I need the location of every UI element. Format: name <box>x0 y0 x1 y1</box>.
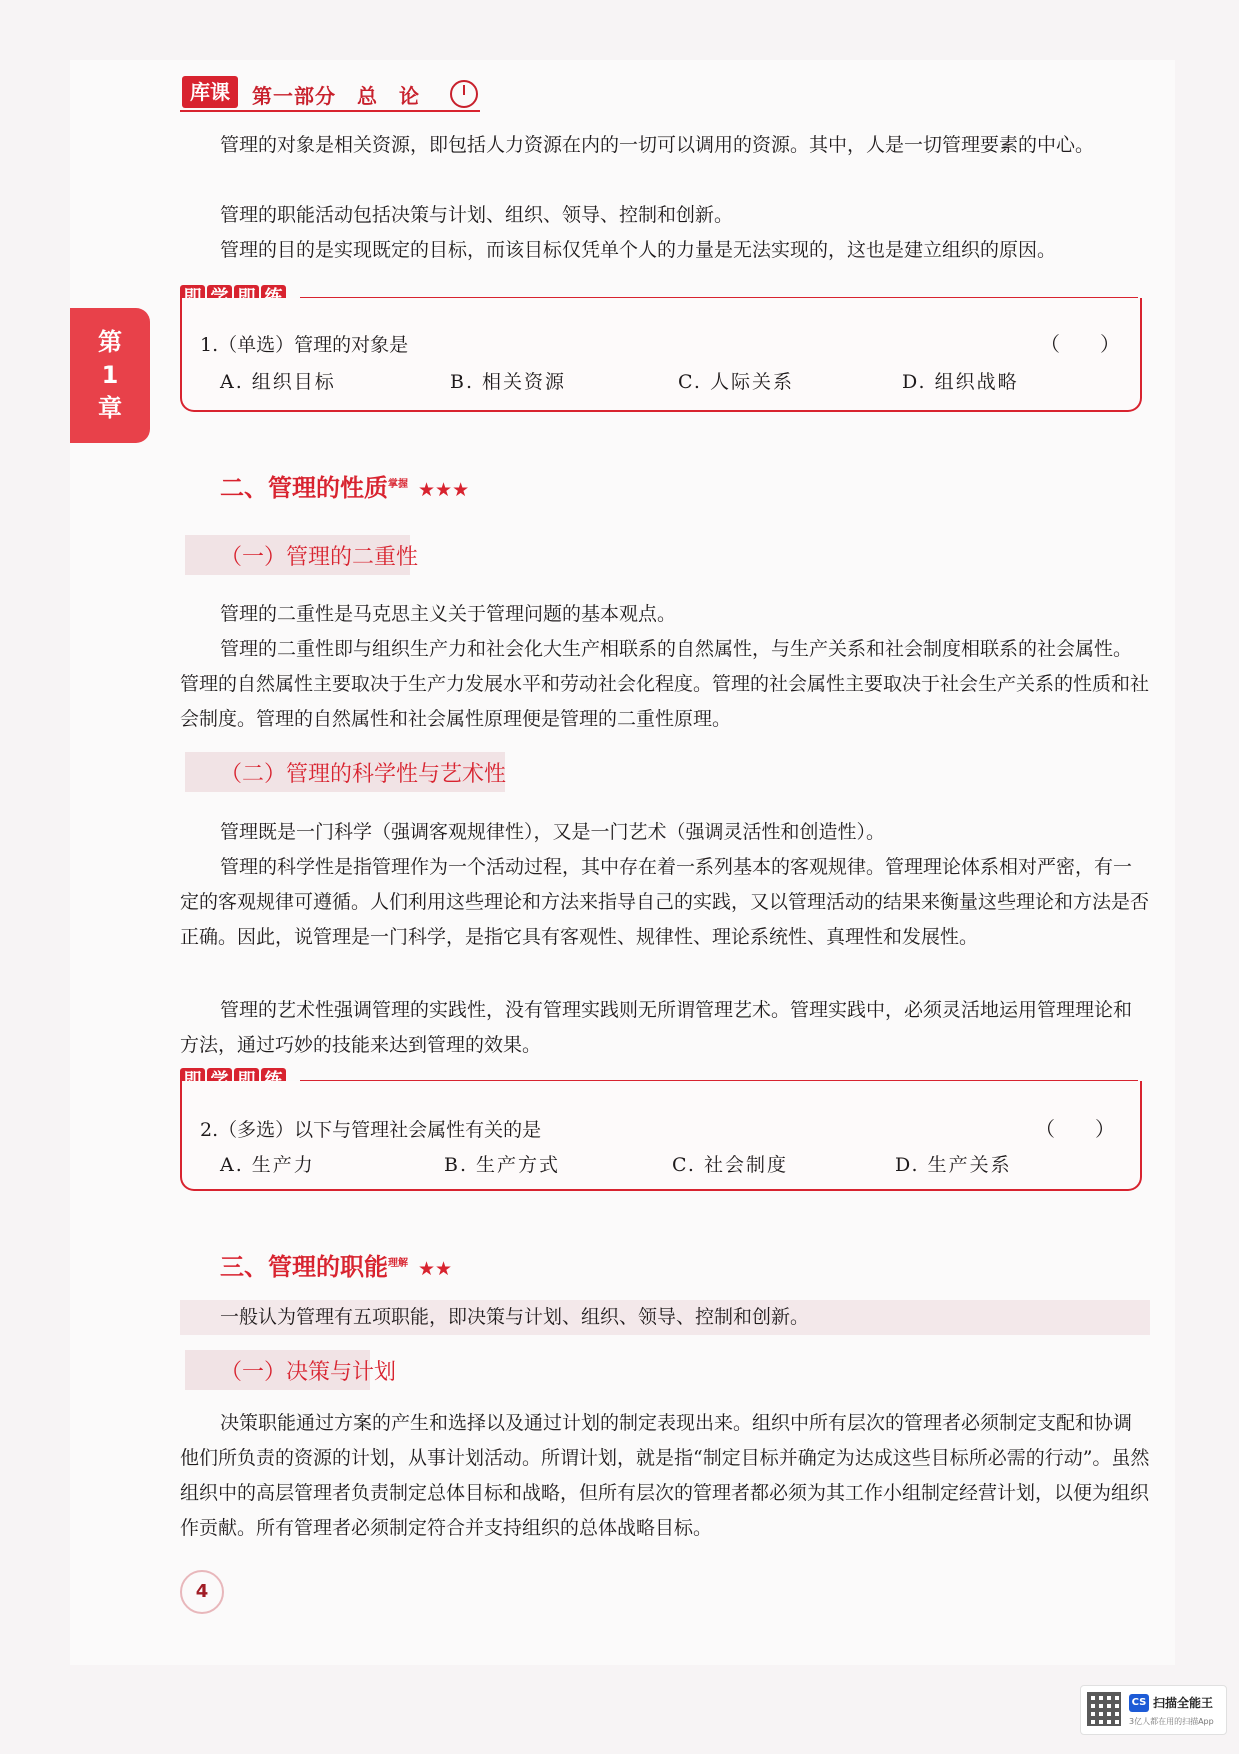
sub3-paragraph: 决策职能通过方案的产生和选择以及通过计划的制定表现出来。组织中所有层次的管理者必须制定支配和协调他们所负责的资源的计划，从事计划活动。所谓计划，就是指“制定目标并确定为达成这些目标所必需的行动”。虽然组织中的高层管理者负责制定总体目标和战略，但所有层次的管理者都必须为其工作小组制定经营计划，以便为组织作贡献。所有管理者必须制定符合并支持组织的总体战略目标。 <box>180 1412 1150 1539</box>
page-number: 4 <box>180 1570 224 1614</box>
chapter-tab <box>70 308 150 443</box>
intro-paragraph-2: 管理的职能活动包括决策与计划、组织、领导、控制和创新。 <box>220 204 734 226</box>
chapter-tab-line2: 1 <box>101 361 119 389</box>
section3-heading <box>220 1247 452 1282</box>
scanner-title: 扫描全能王 <box>1153 1696 1214 1710</box>
part-title: 第一部分 总 论 <box>252 84 420 108</box>
practice1-option-a: A. 组织目标 <box>220 371 336 393</box>
sub1-paragraph-2: 管理的二重性即与组织生产力和社会化大生产相联系的自然属性，与生产关系和社会制度相联系的社会属性。管理的自然属性主要取决于生产力发展水平和劳动社会化程度。管理的社会属性主要取决于社会生产关系的性质和社会制度。管理的自然属性和社会属性原理便是管理的二重性原理。 <box>180 638 1150 730</box>
sub1-paragraph-1: 管理的二重性是马克思主义关于管理问题的基本观点。 <box>220 603 677 625</box>
sub2-paragraph-1: 管理既是一门科学（强调客观规律性），又是一门艺术（强调灵活性和创造性）。 <box>220 821 886 843</box>
section3-stars: ★★ <box>418 1258 453 1280</box>
scanner-watermark <box>1080 1685 1227 1735</box>
scanner-subtitle: 3亿人都在用的扫描App <box>1129 1717 1214 1726</box>
clock-icon <box>450 80 478 108</box>
section2-heading <box>220 468 469 503</box>
qr-code-icon <box>1087 1692 1121 1726</box>
intro-paragraph-3: 管理的目的是实现既定的目标，而该目标仅凭单个人的力量是无法实现的，这也是建立组织的原因。 <box>220 239 1057 261</box>
header-divider <box>180 110 480 112</box>
section2-tag: 掌握 <box>388 479 408 490</box>
sub2-heading: （二）管理的科学性与艺术性 <box>220 762 507 787</box>
intro-paragraph-1: 管理的对象是相关资源，即包括人力资源在内的一切可以调用的资源。其中，人是一切管理要素的中心。 <box>220 134 1095 156</box>
sub2-paragraph-2: 管理的科学性是指管理作为一个活动过程，其中存在着一系列基本的客观规律。管理理论体系相对严密，有一定的客观规律可遵循。人们利用这些理论和方法来指导自己的实践，又以管理活动的结果来衡量这些理论和方法是否正确。因此，说管理是一门科学，是指它具有客观性、规律性、理论系统性、真理性和发展性。 <box>180 856 1150 948</box>
sub1-heading: （一）管理的二重性 <box>220 545 419 570</box>
sub2-paragraph-3: 管理的艺术性强调管理的实践性，没有管理实践则无所谓管理艺术。管理实践中，必须灵活地运用管理理论和方法，通过巧妙的技能来达到管理的效果。 <box>180 999 1133 1056</box>
practice1-option-d: D. 组织战略 <box>902 371 1019 393</box>
section3-title: 三、管理的职能 <box>220 1253 388 1281</box>
chapter-tab-line1: 第 <box>98 328 122 356</box>
practice1-question: 1.（单选）管理的对象是 <box>200 334 409 356</box>
section3-tag: 理解 <box>388 1258 408 1269</box>
practice2-answer-blank: （ ） <box>1035 1117 1115 1141</box>
publisher-logo: 库课 <box>182 76 238 108</box>
section3-intro: 一般认为管理有五项职能，即决策与计划、组织、领导、控制和创新。 <box>180 1300 1150 1335</box>
camscanner-logo-icon: CS <box>1129 1694 1149 1712</box>
sub3-heading: （一）决策与计划 <box>220 1360 397 1385</box>
practice1-option-b: B. 相关资源 <box>450 371 567 393</box>
practice2-question: 2.（多选）以下与管理社会属性有关的是 <box>200 1119 542 1141</box>
section2-stars: ★★★ <box>418 479 470 501</box>
practice2-option-a: A. 生产力 <box>220 1154 315 1176</box>
practice2-option-c: C. 社会制度 <box>672 1154 788 1176</box>
section2-title: 二、管理的性质 <box>220 474 388 502</box>
practice1-option-c: C. 人际关系 <box>678 371 794 393</box>
practice2-option-d: D. 生产关系 <box>895 1154 1012 1176</box>
practice1-answer-blank: （ ） <box>1040 332 1120 356</box>
practice2-option-b: B. 生产方式 <box>444 1154 561 1176</box>
chapter-tab-line3: 章 <box>98 394 122 422</box>
